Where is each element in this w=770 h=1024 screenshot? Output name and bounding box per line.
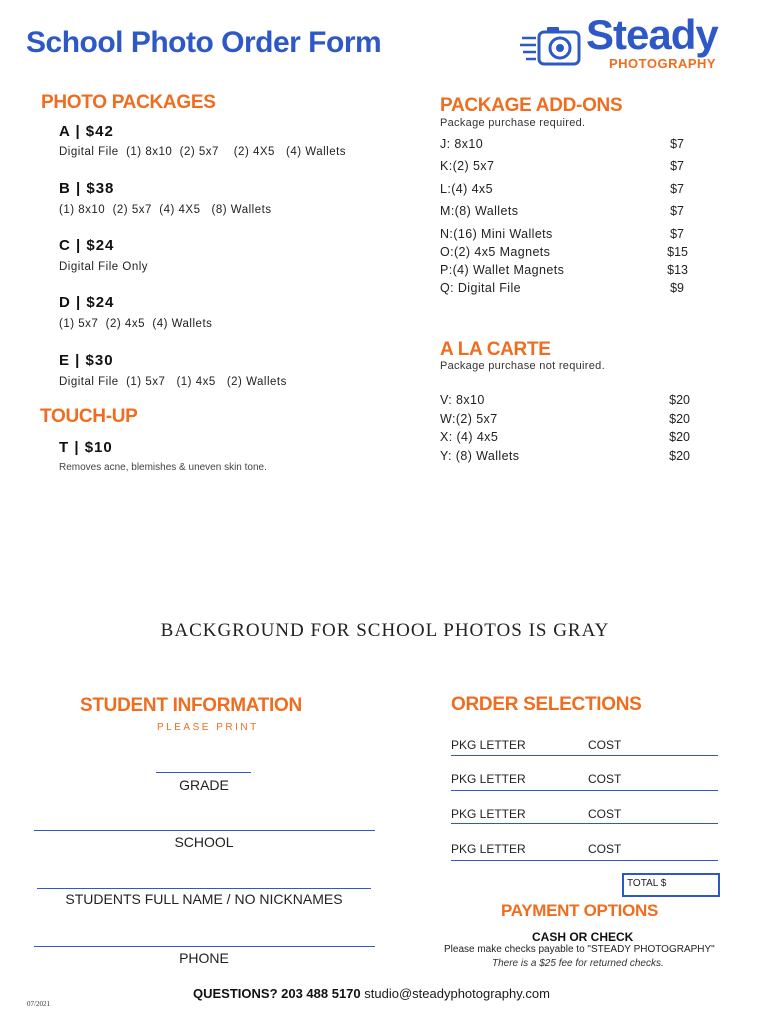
logo-tagline: PHOTOGRAPHY [609, 56, 717, 71]
phone-label: PHONE [179, 950, 229, 966]
addon-price: $9 [670, 281, 684, 295]
payment-payable-note: Please make checks payable to "STEADY PHOTOGRAPHY" [444, 944, 715, 955]
pkg-letter-label: PKG LETTER [451, 842, 526, 856]
alacarte-note: Package purchase not required. [440, 360, 605, 372]
addon-price: $7 [670, 159, 684, 173]
order-row-line[interactable] [451, 755, 718, 756]
camera-icon [520, 24, 586, 74]
alacarte-price: $20 [669, 412, 690, 426]
package-b-name: B | $38 [59, 180, 115, 197]
total-label: TOTAL $ [627, 878, 667, 889]
student-info-heading: STUDENT INFORMATION [80, 695, 302, 716]
addons-note: Package purchase required. [440, 117, 586, 129]
touchup-note: Removes acne, blemishes & uneven skin tone. [59, 462, 267, 473]
addon-item: O:(2) 4x5 Magnets [440, 245, 551, 259]
revision-date: 07/2021 [27, 1000, 50, 1008]
alacarte-price: $20 [669, 430, 690, 444]
addon-item: Q: Digital File [440, 281, 522, 295]
package-d-name: D | $24 [59, 294, 115, 311]
payment-method: CASH OR CHECK [532, 930, 634, 944]
cost-label: COST [588, 842, 622, 856]
order-selections-heading: ORDER SELECTIONS [451, 694, 642, 715]
contact-line [193, 986, 550, 1001]
alacarte-item: X: (4) 4x5 [440, 430, 499, 444]
alacarte-item: W:(2) 5x7 [440, 412, 498, 426]
logo [520, 11, 750, 76]
addon-price: $7 [670, 227, 684, 241]
package-c-desc: Digital File Only [59, 261, 149, 273]
addon-item: N:(16) Mini Wallets [440, 227, 553, 241]
alacarte-item: Y: (8) Wallets [440, 449, 520, 463]
school-label: SCHOOL [174, 834, 234, 850]
pkg-letter-label: PKG LETTER [451, 807, 526, 821]
addon-price: $7 [670, 204, 684, 218]
please-print-note: PLEASE PRINT [157, 722, 259, 733]
returned-check-fee-note: There is a $25 fee for returned checks. [492, 958, 664, 969]
alacarte-item: V: 8x10 [440, 393, 485, 407]
order-row-line[interactable] [451, 860, 718, 861]
package-d-desc: (1) 5x7 (2) 4x5 (4) Wallets [59, 318, 213, 330]
addons-heading: PACKAGE ADD-ONS [440, 95, 623, 116]
addon-item: M:(8) Wallets [440, 204, 519, 218]
addon-price: $13 [667, 263, 688, 277]
grade-line[interactable] [156, 772, 251, 773]
payment-options-heading: PAYMENT OPTIONS [501, 901, 659, 920]
addon-price: $15 [667, 245, 688, 259]
phone-line[interactable] [34, 946, 375, 947]
pkg-letter-label: PKG LETTER [451, 738, 526, 752]
alacarte-price: $20 [669, 393, 690, 407]
school-line[interactable] [34, 830, 375, 831]
contact-email[interactable]: studio@steadyphotography.com [364, 986, 550, 1001]
touchup-heading: TOUCH-UP [40, 406, 138, 427]
package-a-name: A | $42 [59, 123, 114, 140]
page-title: School Photo Order Form [26, 26, 382, 59]
package-c-name: C | $24 [59, 237, 115, 254]
package-e-desc: Digital File (1) 5x7 (1) 4x5 (2) Wallets [59, 376, 287, 388]
addon-price: $7 [670, 182, 684, 196]
cost-label: COST [588, 807, 622, 821]
cost-label: COST [588, 772, 622, 786]
alacarte-price: $20 [669, 449, 690, 463]
addon-item: J: 8x10 [440, 137, 484, 151]
alacarte-heading: A LA CARTE [440, 339, 551, 360]
package-a-desc: Digital File (1) 8x10 (2) 5x7 (2) 4X5 (4) Wallets [59, 146, 347, 158]
questions-phone: QUESTIONS? 203 488 5170 [193, 986, 361, 1001]
grade-label: GRADE [179, 777, 229, 793]
addon-price: $7 [670, 137, 684, 151]
order-row-line[interactable] [451, 790, 718, 791]
pkg-letter-label: PKG LETTER [451, 772, 526, 786]
full-name-line[interactable] [37, 888, 371, 889]
addon-item: K:(2) 5x7 [440, 159, 495, 173]
total-field[interactable] [622, 873, 720, 897]
order-row-line[interactable] [451, 823, 718, 824]
package-b-desc: (1) 8x10 (2) 5x7 (4) 4X5 (8) Wallets [59, 204, 272, 216]
photo-packages-heading: PHOTO PACKAGES [41, 92, 216, 113]
logo-wordmark: Steady [586, 11, 718, 58]
cost-label: COST [588, 738, 622, 752]
package-e-name: E | $30 [59, 352, 114, 369]
addon-item: L:(4) 4x5 [440, 182, 493, 196]
touchup-name: T | $10 [59, 439, 113, 456]
background-note: BACKGROUND FOR SCHOOL PHOTOS IS GRAY [160, 620, 610, 641]
addon-item: P:(4) Wallet Magnets [440, 263, 565, 277]
full-name-label: STUDENTS FULL NAME / NO NICKNAMES [65, 891, 343, 907]
